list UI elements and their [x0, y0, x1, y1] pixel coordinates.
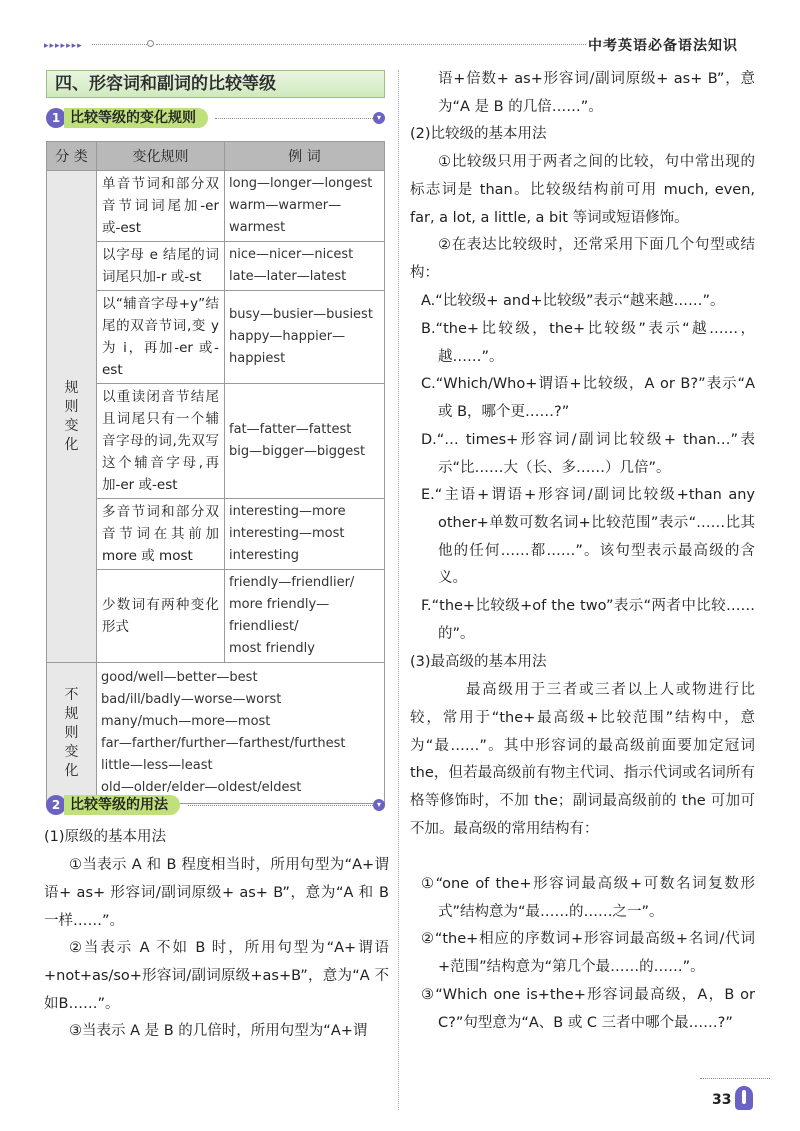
example-line: interesting	[229, 548, 299, 563]
example-line: big—bigger—biggest	[229, 444, 366, 459]
example-line: warm—warmer—warmest	[229, 198, 342, 235]
heading-comparative: (2)比较级的基本用法	[410, 126, 547, 142]
example-line: late—later—latest	[229, 269, 347, 284]
irregular-line: good/well—better—best	[101, 670, 258, 685]
table-header: 变化规则	[97, 142, 225, 171]
column-divider	[398, 70, 399, 1110]
rule-cell: 以“辅音字母+y”结尾的双音节词,变 y 为 i，再加-er 或-est	[97, 291, 225, 384]
structure-item: ③“Which one is+the+形容词最高级，A，B or C?”句型意为“A、B 或 C 三者中哪个最……?”	[421, 987, 755, 1031]
example-line: friendly—friendlier/	[229, 575, 355, 590]
table-row	[47, 499, 385, 570]
paragraph: ③当表示 A 是 B 的几倍时，所用句型为“A+谓	[69, 1023, 368, 1039]
running-header: 中考英语必备语法知识	[588, 38, 738, 54]
category-char: 规	[64, 705, 79, 722]
example-line: long—longer—longest	[229, 176, 373, 191]
footer-rule	[700, 1078, 770, 1079]
paragraph: 最高级用于三者或三者以上人或物进行比较，常用于“the+最高级+比较范围”结构中，意为“最……”。其中形容词的最高级前面要加定冠词 the，但若最高级前有物主代词、指示代词或名词所有格等修饰时，不加 the；副词最高级前的 the 可加可不加。最高级的常用结构有：	[410, 682, 755, 837]
page-number: 33	[712, 1092, 732, 1108]
subsection-rule	[188, 805, 373, 806]
paragraph: ②在表达比较级时，还常采用下面几个句型或结构：	[410, 237, 755, 281]
example-line: interesting—most	[229, 526, 345, 541]
category-char: 规	[64, 379, 79, 396]
table-header: 例 词	[225, 142, 385, 171]
heading-superlative: (3)最高级的基本用法	[410, 654, 547, 670]
irregular-line: bad/ill/badly—worse—worst	[101, 692, 282, 707]
subsection-number: 2	[46, 795, 66, 815]
category-irregular	[47, 663, 97, 804]
pattern-item: C.“Which/Who+谓语+比较级，A or B?”表示“A 或 B，哪个更……?”	[421, 376, 755, 420]
rule-cell: 以重读闭音节结尾且词尾只有一个辅音字母的词,先双写这个辅音字母,再加-er 或-est	[97, 384, 225, 499]
example-line: busy—busier—busiest	[229, 307, 373, 322]
irregular-line: old—older/elder—oldest/eldest	[101, 780, 302, 795]
pattern-item: A.“比较级+ and+比较级”表示“越来越……”。	[421, 293, 725, 309]
category-char: 变	[64, 743, 79, 760]
comparison-rules-table	[46, 141, 385, 804]
table-header-row	[47, 142, 385, 171]
table-row-irregular	[47, 663, 385, 804]
example-line: most friendly	[229, 641, 315, 656]
balloon-icon	[735, 1086, 753, 1110]
heading-positive-degree: (1)原级的基本用法	[44, 829, 167, 845]
rule-cell: 少数词有两种变化形式	[97, 570, 225, 663]
example-line: interesting—more	[229, 504, 346, 519]
paragraph: ①比较级只用于两者之间的比较，句中常出现的标志词是 than。比较级结构前可用 much, even, far, a lot, a little, a bit 等词或短语修饰。	[410, 154, 755, 226]
table-row	[47, 242, 385, 291]
header-rule	[156, 44, 586, 45]
rule-cell: 单音节词和部分双音节词词尾加-er 或-est	[97, 171, 225, 242]
subsection-rule	[215, 118, 373, 119]
example-cell	[225, 171, 385, 242]
subsection-number: 1	[46, 108, 66, 128]
section-title: 四、形容词和副词的比较等级	[46, 70, 385, 98]
example-cell	[225, 499, 385, 570]
example-cell	[225, 242, 385, 291]
example-cell	[225, 291, 385, 384]
irregular-line: far—farther/further—farthest/furthest	[101, 736, 346, 751]
subsection-label: 比较等级的变化规则	[64, 108, 208, 128]
paragraph: ②当表示 A 不如 B 时，所用句型为“A+谓语+not+as/so+形容词/副词原级+as+B”，意为“A 不如B……”。	[44, 940, 389, 1012]
rule-cell: 多音节词和部分双音节词在其前加 more 或 most	[97, 499, 225, 570]
paragraph: ①当表示 A 和 B 程度相当时，所用句型为“A+谓语+ as+ 形容词/副词原级+ as+ B”，意为“A 和 B 一样……”。	[44, 857, 389, 929]
subsection-heading-2	[46, 795, 180, 815]
header-rule	[92, 44, 149, 45]
subsection-label: 比较等级的用法	[64, 795, 180, 815]
table-row	[47, 570, 385, 663]
irregular-line: many/much—more—most	[101, 714, 271, 729]
structure-item: ②“the+相应的序数词+形容词最高级+名词/代词+范围”结构意为“第几个最……的……”。	[421, 931, 755, 975]
structure-item: ①“one of the+形容词最高级+可数名词复数形式”结构意为“最……的……之一”。	[421, 876, 755, 920]
irregular-cell	[97, 663, 385, 804]
example-line: nice—nicer—nicest	[229, 247, 354, 262]
table-header: 分 类	[47, 142, 97, 171]
chevron-down-icon: ▾	[373, 799, 385, 811]
example-cell	[225, 570, 385, 663]
category-char: 则	[64, 724, 79, 741]
table-row	[47, 291, 385, 384]
category-char: 化	[64, 762, 79, 779]
paragraph: 语+倍数+ as+形容词/副词原级+ as+ B”，意为“A 是 B 的几倍……”。	[438, 71, 755, 115]
pattern-item: E.“主语+谓语+形容词/副词比较级+than any other+单数可数名词+比较范围”表示“……比其他的任何……都……”。该句型表示最高级的含义。	[421, 487, 755, 587]
table-row	[47, 384, 385, 499]
rule-cell: 以字母 e 结尾的词词尾只加-r 或-st	[97, 242, 225, 291]
header-arrows: ▸▸▸▸▸▸▸	[44, 41, 83, 51]
example-line: fat—fatter—fattest	[229, 422, 352, 437]
category-char: 不	[64, 686, 79, 703]
subsection-heading-1	[46, 108, 208, 128]
pattern-item: B.“the+比较级，the+比较级”表示“越……，越……”。	[421, 321, 755, 365]
chevron-down-icon: ▾	[373, 112, 385, 124]
category-char: 变	[64, 417, 79, 434]
category-regular	[47, 171, 97, 663]
table-row	[47, 171, 385, 242]
pattern-item: D.“… times+形容词/副词比较级+ than…”表示“比……大（长、多……）几倍”。	[421, 432, 755, 476]
category-char: 则	[64, 398, 79, 415]
pattern-item: F.“the+比较级+of the two”表示“两者中比较……的”。	[421, 598, 755, 642]
example-cell	[225, 384, 385, 499]
irregular-line: little—less—least	[101, 758, 213, 773]
category-char: 化	[64, 436, 79, 453]
example-line: more friendly—friendliest/	[229, 597, 330, 634]
example-line: happy—happier—happiest	[229, 329, 346, 366]
header-dot	[147, 40, 154, 47]
